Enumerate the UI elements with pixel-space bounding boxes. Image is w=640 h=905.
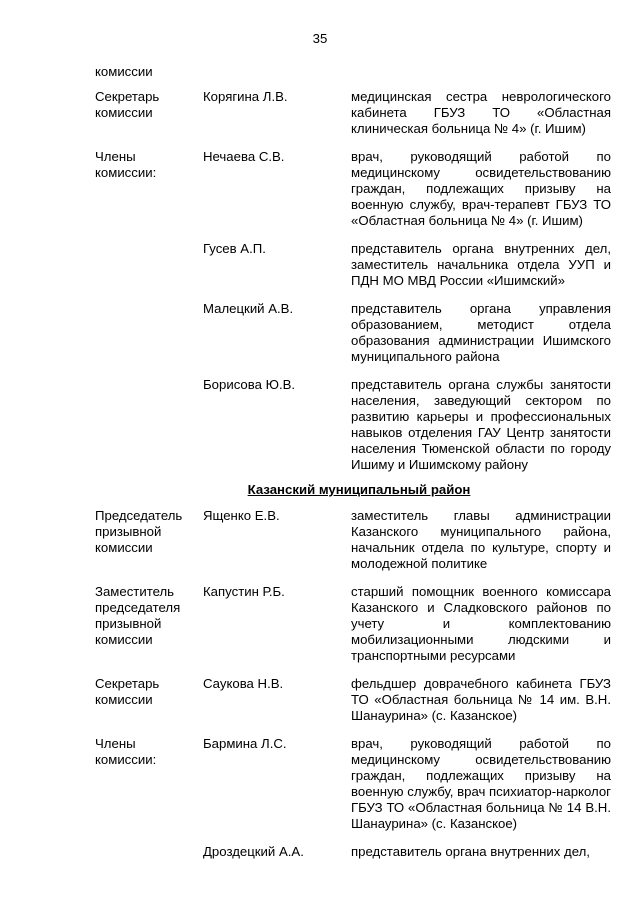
- member-role: Секретарь комиссии: [95, 89, 160, 120]
- member-row: [95, 149, 611, 229]
- member-position: представитель органа внутренних дел,: [351, 844, 590, 859]
- commission-list: [95, 64, 611, 872]
- member-position: заместитель главы администрации Казанского муниципального района, начальник отдела по культуре, спорту и молодежной политике: [351, 508, 611, 571]
- member-row: [95, 584, 611, 664]
- member-role: Члены комиссии:: [95, 736, 157, 767]
- member-name: Нечаева С.В.: [203, 149, 285, 164]
- member-position: старший помощник военного комиссара Казанского и Сладковского районов по учету и комплектованию мобилизационными людскими и транспортными ресурсами: [351, 584, 611, 663]
- member-name: Борисова Ю.В.: [203, 377, 296, 392]
- member-role: Члены комиссии:: [95, 149, 157, 180]
- member-row: [95, 844, 611, 860]
- member-position: представитель органа управления образованием, методист отдела образования администрации Ишимского муниципального района: [351, 301, 611, 364]
- member-name: Ященко Е.В.: [203, 508, 280, 523]
- member-row: [95, 377, 611, 473]
- continued-role-fragment: комиссии: [95, 64, 153, 79]
- member-position: представитель органа внутренних дел, заместитель начальника отдела УУП и ПДН МО МВД России «Ишимский»: [351, 241, 611, 288]
- member-row: [95, 508, 611, 572]
- member-position: медицинская сестра неврологического кабинета ГБУЗ ТО «Областная клиническая больница № 4» (г. Ишим): [351, 89, 611, 136]
- member-name: Саукова Н.В.: [203, 676, 284, 691]
- member-role: Секретарь комиссии: [95, 676, 160, 707]
- member-row: [95, 736, 611, 832]
- member-name: Дроздецкий А.А.: [203, 844, 304, 859]
- section-heading-kazansky: Казанский муниципальный район: [247, 482, 471, 497]
- member-name: Капустин Р.Б.: [203, 584, 285, 599]
- page-number: 35: [312, 31, 328, 46]
- member-role: Председатель призывной комиссии: [95, 508, 183, 555]
- member-name: Гусев А.П.: [203, 241, 266, 256]
- member-position: врач, руководящий работой по медицинскому освидетельствованию граждан, подлежащих призыву на военную службу, врач психиатор-нарколог ГБУЗ ТО «Областная больница № 14 В.Н. Шанаурина» (с. Казанское): [351, 736, 611, 831]
- ishim-commission-block: [95, 89, 611, 473]
- member-role: Заместитель председателя призывной комиссии: [95, 584, 181, 647]
- member-position: представитель органа службы занятости населения, заведующий сектором по развитию карьеры и профессиональных навыков отделения ГАУ Центр занятости населения Тюменской области по городу Ишиму и Ишимскому району: [351, 377, 611, 472]
- member-name: Корягина Л.В.: [203, 89, 288, 104]
- member-position: врач, руководящий работой по медицинскому освидетельствованию граждан, подлежащих призыву на военную службу, врач-терапевт ГБУЗ ТО «Областная больница № 4» (г. Ишим): [351, 149, 611, 228]
- member-row: [95, 241, 611, 289]
- member-name: Малецкий А.В.: [203, 301, 294, 316]
- member-name: Бармина Л.С.: [203, 736, 287, 751]
- member-row: [95, 301, 611, 365]
- member-row: [95, 676, 611, 724]
- kazansky-commission-block: [95, 508, 611, 860]
- member-row: [95, 89, 611, 137]
- member-position: фельдшер доврачебного кабинета ГБУЗ ТО «Областная больница № 14 им. В.Н. Шанаурина» (с. Казанское): [351, 676, 611, 723]
